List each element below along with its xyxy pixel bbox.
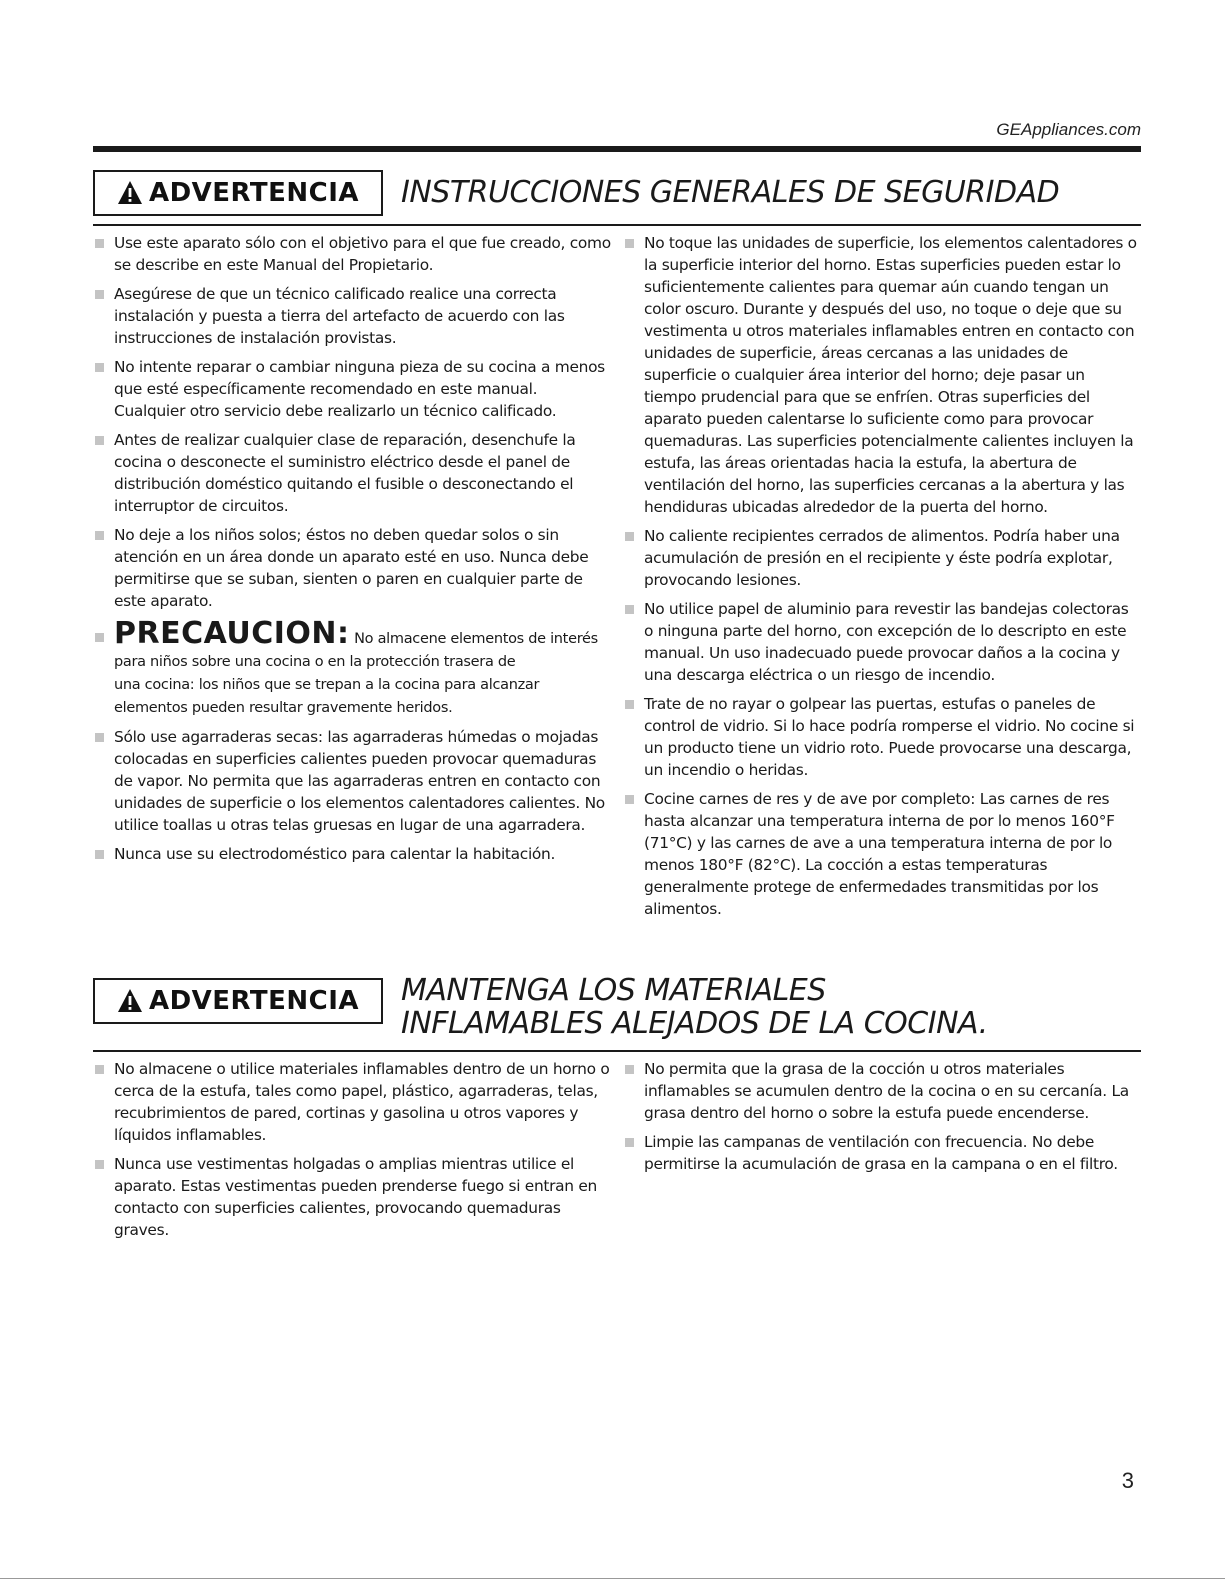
- section-columns: [93, 232, 1141, 927]
- list-item: Antes de realizar cualquier clase de reparación, desenchufe la cocina o desconecte el suministro eléctrico desde el panel de distribución doméstico quitando el fusible o desconectando el interruptor de circuitos.: [93, 429, 611, 517]
- warning-label: ADVERTENCIA: [148, 178, 360, 208]
- list-item: Use este aparato sólo con el objetivo para el que fue creado, como se describe en este Manual del Propietario.: [93, 232, 611, 276]
- section-columns: [93, 1058, 1141, 1248]
- bullet-square-icon: [625, 700, 634, 709]
- top-divider: [93, 146, 1141, 152]
- bullet-square-icon: [95, 436, 104, 445]
- bullet-square-icon: [625, 605, 634, 614]
- bullet-square-icon: [95, 1160, 104, 1169]
- bullet-square-icon: [95, 363, 104, 372]
- bullet-list: [623, 232, 1141, 920]
- section-title-line: INSTRUCCIONES GENERALES DE SEGURIDAD: [401, 175, 1060, 210]
- list-item: Trate de no rayar o golpear las puertas, estufas o paneles de control de vidrio. Si lo hace podría romperse el vidrio. No cocine si un producto tiene un vidrio roto. Puede provocarse una descarga, un incendio o heridas.: [623, 693, 1141, 781]
- bullet-square-icon: [95, 239, 104, 248]
- bullet-square-icon: [95, 733, 104, 742]
- section-title: [401, 176, 1059, 209]
- section-title: [401, 974, 988, 1040]
- list-item: Limpie las campanas de ventilación con frecuencia. No debe permitirse la acumulación de grasa en la campana o en el filtro.: [623, 1131, 1141, 1175]
- scan-edge-line: [0, 1578, 1225, 1579]
- list-item: No toque las unidades de superficie, los elementos calentadores o la superficie interior del horno. Estas superficies pueden estar lo suficientemente calientes para quemar aún cuando tengan un color oscuro. Durante y después del uso, no toque o deje que su vestimenta u otros materiales inflamables entren en contacto con unidades de superficie, áreas cercanas a las unidades de superficie o cualquier área interior del horno; deje pasar un tiempo prudencial para que se enfríen. Otras superficies del aparato pueden calentarse lo suficiente como para provocar quemaduras. Las superficies potencialmente calientes incluyen la estufa, las áreas orientadas hacia la estufa, la abertura de ventilación del horno, las superficies cercanas a la abertura y las hendiduras ubicadas alrededor de la puerta del horno.: [623, 232, 1141, 518]
- right-column: [623, 232, 1141, 927]
- left-column: [93, 1058, 611, 1248]
- bullet-square-icon: [95, 531, 104, 540]
- list-item: Asegúrese de que un técnico calificado realice una correcta instalación y puesta a tierra del artefacto de acuerdo con las instrucciones de instalación provistas.: [93, 283, 611, 349]
- page-number: 3: [1121, 1468, 1134, 1493]
- bullet-list: [93, 1058, 611, 1241]
- bullet-square-icon: [625, 239, 634, 248]
- warning-label: ADVERTENCIA: [148, 986, 360, 1016]
- list-item: Nunca use vestimentas holgadas o amplias mientras utilice el aparato. Estas vestimentas pueden prenderse fuego si entran en contacto con superficies calientes, provocando quemaduras graves.: [93, 1153, 611, 1241]
- section-header-rule: [93, 1050, 1141, 1052]
- bullet-list: [93, 232, 611, 865]
- bullet-square-icon: [625, 1138, 634, 1147]
- bullet-square-icon: [625, 532, 634, 541]
- list-item: No permita que la grasa de la cocción u otros materiales inflamables se acumulen dentro de la cocina o en su cercanía. La grasa dentro del horno o sobre la estufa puede encenderse.: [623, 1058, 1141, 1124]
- section-title-line: MANTENGA LOS MATERIALES: [401, 973, 826, 1008]
- warning-triangle-icon: [117, 180, 143, 206]
- left-column: [93, 232, 611, 927]
- list-item: Sólo use agarraderas secas: las agarraderas húmedas o mojadas colocadas en superficies calientes pueden provocar quemaduras de vapor. No permita que las agarraderas entren en contacto con unidades de superficie o los elementos calentadores calientes. No utilice toallas u otras telas gruesas en lugar de una agarradera.: [93, 726, 611, 836]
- bullet-square-icon: [95, 633, 104, 642]
- precaution-label: PRECAUCION:: [114, 616, 350, 651]
- list-item: No almacene o utilice materiales inflamables dentro de un horno o cerca de la estufa, tales como papel, plástico, agarraderas, telas, recubrimientos de pared, cortinas y gasolina u otros vapores y líquidos inflamables.: [93, 1058, 611, 1146]
- bullet-square-icon: [95, 1065, 104, 1074]
- section-title-line: INFLAMABLES ALEJADOS DE LA COCINA.: [401, 1006, 988, 1041]
- list-item: Nunca use su electrodoméstico para calentar la habitación.: [93, 843, 611, 865]
- section-header-rule: [93, 224, 1141, 226]
- precaution-item: PRECAUCION: No almacene elementos de interés para niños sobre una cocina o en la protección trasera de una cocina: los niños que se trepan a la cocina para alcanzar elementos pueden resultar gravemente heridos.: [93, 619, 611, 719]
- right-column: [623, 1058, 1141, 1248]
- bullet-square-icon: [625, 1065, 634, 1074]
- bullet-list: [623, 1058, 1141, 1175]
- list-item: No caliente recipientes cerrados de alimentos. Podría haber una acumulación de presión en el recipiente y éste podría explotar, provocando lesiones.: [623, 525, 1141, 591]
- list-item: No deje a los niños solos; éstos no deben quedar solos o sin atención en un área donde un aparato esté en uso. Nunca debe permitirse que se suban, sienten o paren en cualquier parte de este aparato.: [93, 524, 611, 612]
- list-item: Cocine carnes de res y de ave por completo: Las carnes de res hasta alcanzar una temperatura interna de por lo menos 160°F (71°C) y las carnes de ave a una temperatura interna de por lo menos 180°F (82°C). La cocción a estas temperaturas generalmente protege de enfermedades transmitidas por los alimentos.: [623, 788, 1141, 920]
- bullet-square-icon: [95, 850, 104, 859]
- bullet-square-icon: [625, 795, 634, 804]
- warning-triangle-icon: [117, 988, 143, 1014]
- warning-box: [93, 170, 383, 216]
- site-url: GEAppliances.com: [996, 120, 1141, 139]
- list-item: No utilice papel de aluminio para revestir las bandejas colectoras o ninguna parte del horno, con excepción de lo descripto en este manual. Un uso inadecuado puede provocar daños a la cocina y una descarga eléctrica o un riesgo de incendio.: [623, 598, 1141, 686]
- warning-box: [93, 978, 383, 1024]
- list-item: No intente reparar o cambiar ninguna pieza de su cocina a menos que esté específicamente recomendado en este manual. Cualquier otro servicio debe realizarlo un técnico calificado.: [93, 356, 611, 422]
- bullet-square-icon: [95, 290, 104, 299]
